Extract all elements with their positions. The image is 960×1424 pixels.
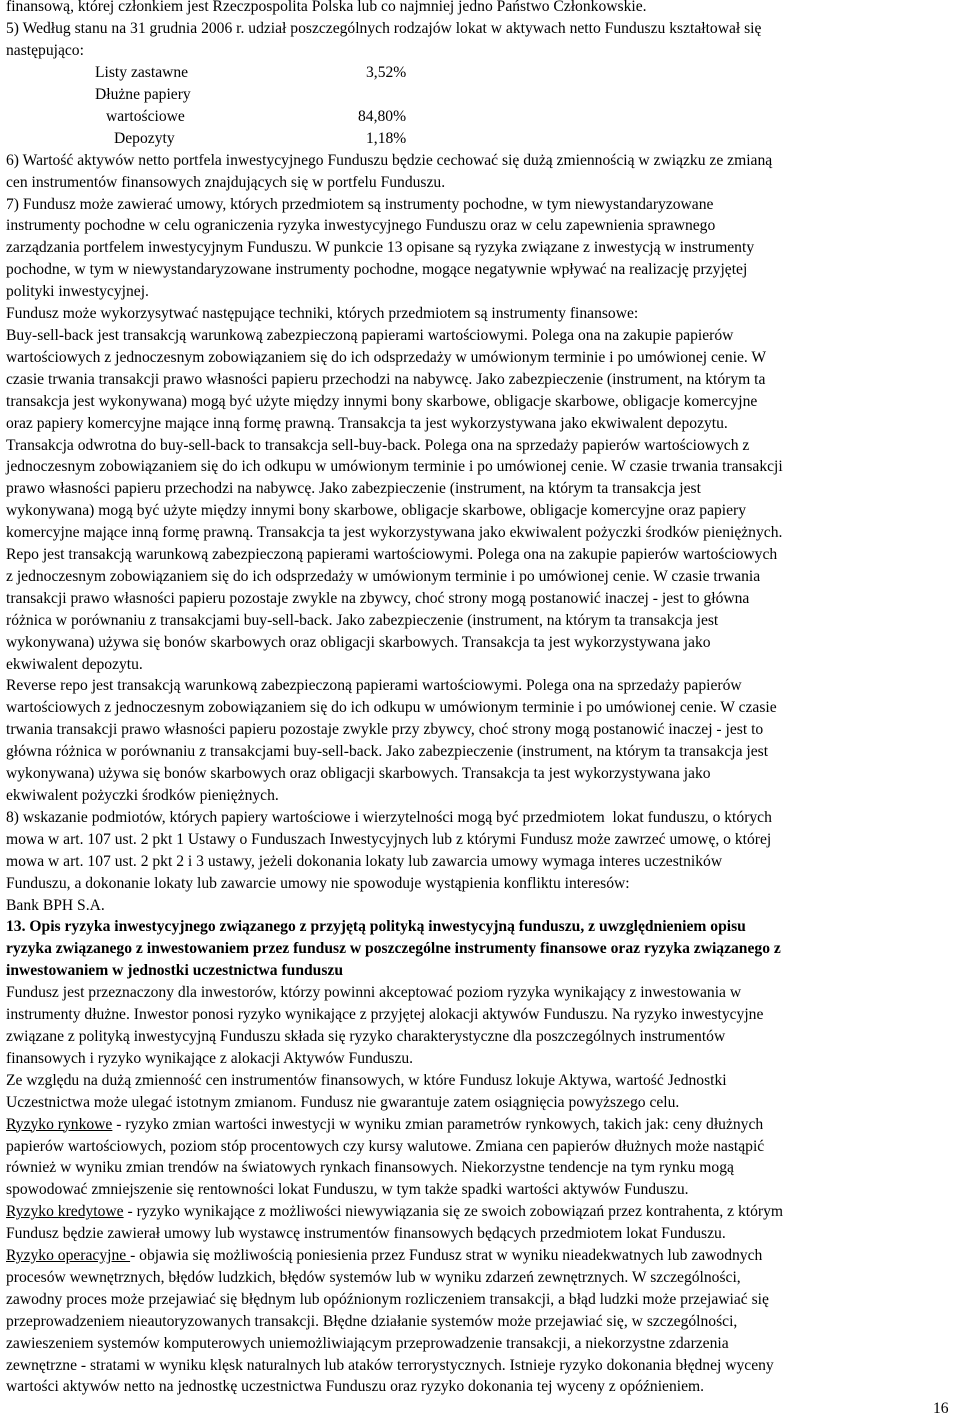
text-line: związane z polityką inwestycyjną Funduszu składa się ryzyko charakterystyczne dla poszczególnych instrumentów <box>6 1027 726 1045</box>
text-line: transakcja jest wykonywana) mogą być użyte między innymi bony skarbowe, obligacje skarbowe, obligacje komercyjne <box>6 392 758 410</box>
text-line: wartościowych z jednoczesnym zobowiązaniem się do ich odkupu w umówionym terminie i po umówionej cenie. W czasie <box>6 699 777 717</box>
text-line: instrumenty pochodne w celu ograniczenia ryzyka inwestycyjnego Funduszu oraz w celu zapewnienia sprawnego <box>6 217 716 235</box>
text-line: wykonywana) używa się bonów skarbowych oraz obligacji skarbowych. Transakcja ta jest wykorzystywana jako <box>6 765 711 783</box>
text-line: Reverse repo jest transakcją warunkową zabezpieczoną papierami wartościowymi. Polega ona na sprzedaży papierów <box>6 677 742 695</box>
risk-term: Ryzyko kredytowe <box>6 1203 124 1221</box>
allocation-label: wartościowe <box>106 107 185 125</box>
text-line: główna różnica w porównaniu z transakcjami buy-sell-back. Jako zabezpieczenie (instrument, na którym ta transakcja jest <box>6 743 769 761</box>
text-line: polityki inwestycyjnej. <box>6 283 149 301</box>
text-line: instrumenty dłużne. Inwestor ponosi ryzyko wynikające z przyjętej alokacji aktywów Funduszu. Na ryzyko inwestycyjne <box>6 1006 764 1024</box>
text-line: spowodować zmniejszenie się rentowności lokat Funduszu, w tym także spadki wartości aktywów Funduszu. <box>6 1181 689 1199</box>
text-line <box>6 1114 946 1136</box>
allocation-label: Listy zastawne <box>95 63 189 81</box>
text-line: jednoczesnym zobowiązaniem się do ich odkupu w umówionym terminie i po umówionej cenie. W czasie trwania transakcji <box>6 458 783 476</box>
text-line: wartości aktywów netto na jednostkę uczestnictwa Funduszu oraz ryzyko dokonania tej wyceny z opóźnieniem. <box>6 1378 705 1396</box>
credit-risk-paragraph <box>6 1201 946 1245</box>
text-line: różnica w porównaniu z transakcjami buy-sell-back. Jako zabezpieczenie (instrument, na którym ta transakcja jest <box>6 611 719 629</box>
text-line: Repo jest transakcją warunkową zabezpieczoną papierami wartościowymi. Polega ona na zakupie papierów wartościowych <box>6 546 778 564</box>
text-line: oraz papiery komercyjne mające inną formę prawną. Transakcja ta jest wykorzystywana jako ekwiwalent depozytu. <box>6 414 728 432</box>
allocation-value: 3,52% <box>366 63 407 81</box>
section-body <box>6 982 946 1113</box>
text-line: Ze względu na dużą zmienność cen instrumentów finansowych, w które Fundusz lokuje Aktywa, wartość Jednostki <box>6 1071 727 1089</box>
text-line: transakcji prawo własności papieru pozostaje zwykle na zbywcy, choć strony mogą postanowić inaczej - jest to główna <box>6 589 750 607</box>
allocation-value: 1,18% <box>366 129 407 147</box>
risk-term: Ryzyko operacyjne <box>6 1247 131 1265</box>
risk-text: - objawia się możliwością poniesienia przez Fundusz strat w wyniku nieadekwatnych lub zawodnych <box>130 1247 763 1265</box>
text-line: finansową, której członkiem jest Rzeczpospolita Polska lub co najmniej jedno Państwo Członkowskie. <box>6 0 647 15</box>
text-line: wykonywana) mogą być użyte między innymi bony skarbowe, obligacje skarbowe, obligacje komercyjne oraz papiery <box>6 502 747 520</box>
document-page <box>6 0 946 1398</box>
text-line: komercyjne mające inną formę prawną. Transakcja ta jest wykorzystywana jako ekwiwalent pożyczki środków pieniężnych. <box>6 524 783 542</box>
text-line: trwania transakcji prawo własności papieru pozostaje zwykle przy zbywcy, choć strony mogą postanowić inaczej - jest to <box>6 721 764 739</box>
text-line: Transakcja odwrotna do buy-sell-back to transakcja sell-buy-back. Polega ona na sprzedaży papierów wartościowych z <box>6 436 750 454</box>
risk-term: Ryzyko rynkowe <box>6 1115 113 1133</box>
text-line <box>6 1245 946 1267</box>
heading-line: 13. Opis ryzyka inwestycyjnego związanego z przyjętą polityką inwestycyjną funduszu, z uwzględnieniem opisu <box>6 918 746 936</box>
text-line: 5) Według stanu na 31 grudnia 2006 r. udział poszczególnych rodzajów lokat w aktywach netto Funduszu kształtował się <box>6 19 762 37</box>
text-line: finansowych i ryzyko wynikające z alokacji Aktywów Funduszu. <box>6 1049 414 1067</box>
text-line: mowa w art. 107 ust. 2 pkt 2 i 3 ustawy, jeżeli dokonania lokaty lub zawarcia umowy wymaga interes uczestników <box>6 852 723 870</box>
text-line: zawodny proces może przejawiać się błędnym lub opóźnionym rozliczeniem transakcji, a błąd ludzki może przejawiać się <box>6 1290 769 1308</box>
text-line: Fundusz jest przeznaczony dla inwestorów, którzy powinni akceptować poziom ryzyka wynikający z inwestowania w <box>6 984 742 1002</box>
heading-line: inwestowaniem w jednostki uczestnictwa funduszu <box>6 962 344 980</box>
text-line: pochodne, w tym w niewystandaryzowane instrumenty pochodne, mogące negatywnie wpływać na realizację przyjętej <box>6 261 748 279</box>
allocation-value: 84,80% <box>358 107 407 125</box>
risk-text: - ryzyko wynikające z możliwości niewywiązania się ze swoich zobowiązań przez kontrahenta, z którym <box>123 1203 784 1221</box>
allocation-label: Dłużne papiery <box>95 85 191 103</box>
text-line: Funduszu, a dokonanie lokaty lub zawarcie umowy nie spowoduje wystąpienia konfliktu interesów: <box>6 874 630 892</box>
risk-text: - ryzyko zmian wartości inwestycji w wyniku zmian parametrów rynkowych, takich jak: ceny dłużnych <box>112 1115 764 1133</box>
allocation-label: Depozyty <box>114 129 175 147</box>
text-line <box>6 1201 946 1223</box>
text-line: ekwiwalent pożyczki środków pieniężnych. <box>6 787 279 804</box>
text-line: Bank BPH S.A. <box>6 896 105 914</box>
operational-risk-paragraph <box>6 1245 946 1398</box>
heading-line: ryzyka związanego z inwestowaniem przez fundusz w poszczególne instrumenty finansowe oraz ryzyka związanego z <box>6 940 781 958</box>
section-heading <box>6 916 946 982</box>
text-line: Fundusz może wykorzysytwać następujące techniki, których przedmiotem są instrumenty finansowe: <box>6 305 639 323</box>
text-line: papierów wartościowych, poziom stóp procentowych czy kursy walutowe. Zmiana cen papierów dłużnych może nastąpić <box>6 1137 765 1155</box>
text-line: procesów wewnętrznych, błędów ludzkich, błędów systemów lub w wyniku zdarzeń zewnętrznych. W szczególności, <box>6 1268 741 1286</box>
text-line: z jednoczesnym zobowiązaniem się do ich odsprzedaży w umówionym terminie i po umówionej cenie. W czasie trwania <box>6 567 761 585</box>
text-line: Fundusz będzie zawierał umowy lub wystawcę instrumentów finansowych będących przedmiotem lokat Funduszu. <box>6 1225 726 1243</box>
text-line: czasie trwania transakcji prawo własności papieru przechodzi na nabywcę. Jako zabezpieczenie (instrument, na którym ta <box>6 370 766 388</box>
text-line: Uczestnictwa może ulegać istotnym zmianom. Fundusz nie gwarantuje zatem osiągnięcia powyższego celu. <box>6 1093 680 1111</box>
text-line: 7) Fundusz może zawierać umowy, których przedmiotem są instrumenty pochodne, w tym niewystandaryzowane <box>6 195 714 213</box>
text-line: również w wyniku zmian trendów na światowych rynkach finansowych. Niekorzystne tendencje na tym rynku mogą <box>6 1159 734 1177</box>
text-line: wykonywana) używa się bonów skarbowych oraz obligacji skarbowych. Transakcja ta jest wykorzystywana jako <box>6 633 711 651</box>
text-line: zarządzania portfelem inwestycyjnym Funduszu. W punkcie 13 opisane są ryzyka związane z inwestycją w instrumenty <box>6 239 755 257</box>
text-line: ekwiwalent depozytu. <box>6 655 143 673</box>
text-line: mowa w art. 107 ust. 2 pkt 1 Ustawy o Funduszach Inwestycyjnych lub z którymi Fundusz może zawrzeć umowę, o której <box>6 830 772 848</box>
market-risk-paragraph <box>6 1114 946 1202</box>
text-line: Buy-sell-back jest transakcją warunkową zabezpieczoną papierami wartościowymi. Polega ona na zakupie papierów <box>6 326 734 344</box>
text-line: następująco: <box>6 41 84 59</box>
text-line: przeprowadzeniem nieautoryzowanych transakcji. Błędne działanie systemów może przejawiać się, w szczególności, <box>6 1312 738 1330</box>
allocation-table <box>6 62 946 150</box>
text-line: 8) wskazanie podmiotów, których papiery wartościowe i wierzytelności mogą być przedmiotem lokat funduszu, o których <box>6 808 772 826</box>
text-line: prawo własności papieru przechodzi na nabywcę. Jako zabezpieczenie (instrument, na którym ta transakcja jest <box>6 480 701 498</box>
text-line: 6) Wartość aktywów netto portfela inwestycyjnego Funduszu będzie cechować się dużą zmiennością w związku ze zmianą <box>6 151 773 169</box>
body-lines <box>6 150 946 917</box>
text-line: wartościowych z jednoczesnym zobowiązaniem się do ich odsprzedaży w umówionym terminie i po umówionej cenie. W <box>6 348 767 366</box>
intro-lines <box>6 0 946 62</box>
text-line: cen instrumentów finansowych znajdujących się w portfelu Funduszu. <box>6 173 446 191</box>
page-number: 16 <box>933 1400 949 1417</box>
text-line: zewnętrzne - stratami w wyniku klęsk naturalnych lub ataków terrorystycznych. Istnieje ryzyko dokonania błędnej wyceny <box>6 1356 774 1374</box>
text-line: zawieszeniem systemów komputerowych uniemożliwiającym przeprowadzenie transakcji, a niekorzystne zdarzenia <box>6 1334 729 1352</box>
